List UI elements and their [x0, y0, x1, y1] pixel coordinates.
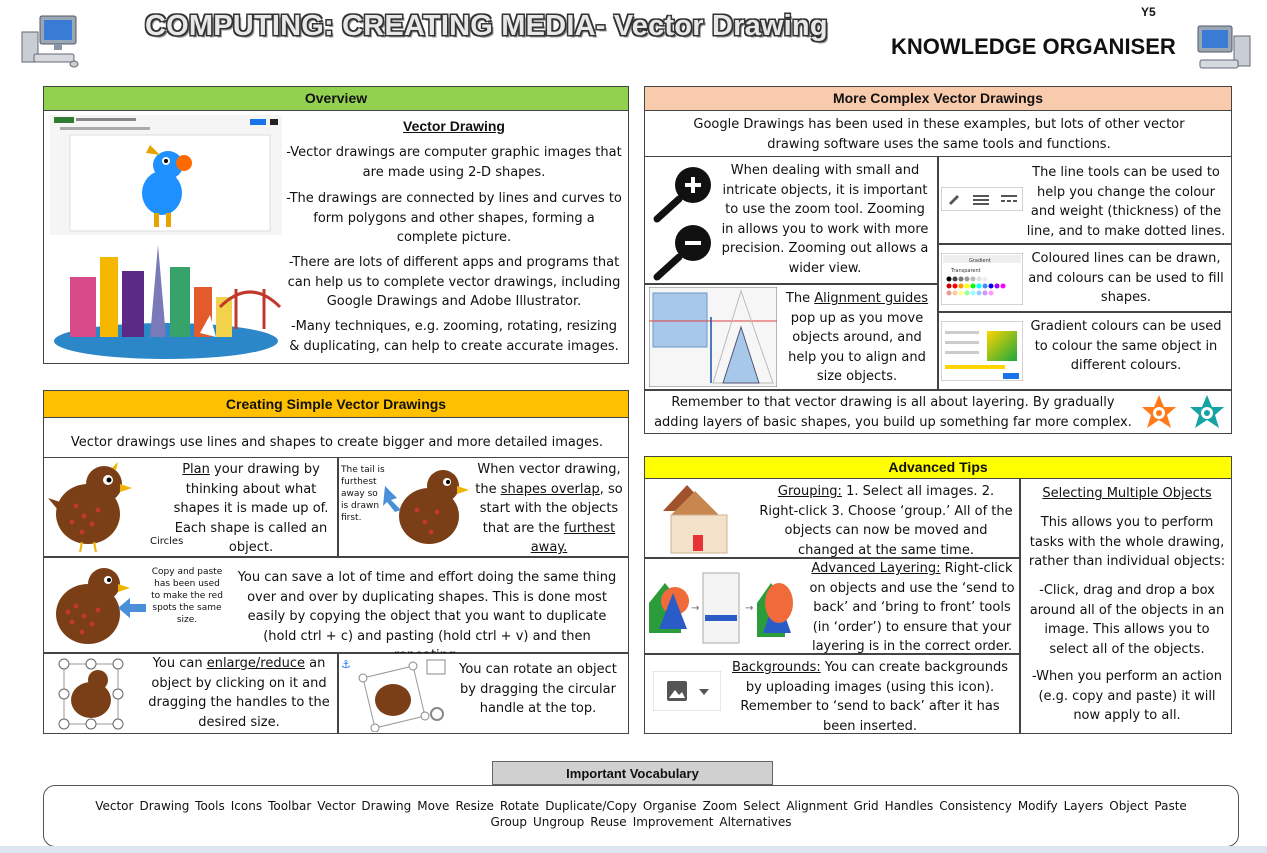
multi-select-para-2: -Click, drag and drop a box around all of the objects in an image. This allows you to select all of the objects. — [1029, 583, 1225, 657]
vocab-word: Select — [743, 799, 781, 813]
line-tools-text: The line tools can be used to help you change the colour and weight (thickness) of the line, and to make dotted lines. — [1026, 165, 1226, 239]
vocab-word: Duplicate/Copy — [545, 799, 637, 813]
overview-para-4: -Many techniques, e.g. zooming, rotating, resizing & duplicating, can help to create accurate images. — [289, 319, 619, 354]
page-subtitle: KNOWLEDGE ORGANISER — [891, 34, 1176, 59]
city-skyline-image — [50, 237, 282, 361]
svg-text:⚓: ⚓ — [341, 658, 351, 671]
line-tools-icon — [941, 187, 1023, 211]
colour-palette-image — [941, 253, 1023, 305]
advanced-heading: Advanced Tips — [645, 457, 1231, 479]
vocab-word: Paste — [1154, 799, 1187, 813]
resize-text: You can enlarge/reduce an object by clicking on it and dragging the handles to the desired size. — [148, 656, 330, 730]
grouping-cell — [644, 478, 1020, 558]
bird-image — [48, 462, 134, 554]
backgrounds-cell — [644, 654, 1020, 734]
vocabulary-line-2 — [43, 815, 1239, 829]
copy-note: Copy and paste has been used to make the red spots the same size. — [151, 567, 223, 625]
vocab-word: Handles — [884, 799, 934, 813]
vocab-word: Modify — [1017, 799, 1058, 813]
svg-text:Transparent: Transparent — [951, 268, 981, 274]
page-title: COMPUTING: CREATING MEDIA- Vector Drawing — [145, 10, 828, 42]
svg-text:→: → — [691, 603, 700, 614]
image-upload-icon — [653, 671, 721, 711]
svg-text:→: → — [745, 603, 754, 614]
vocab-word: Layers — [1063, 799, 1104, 813]
overlap-cell — [338, 457, 629, 557]
gradient-cell — [938, 312, 1232, 390]
overview-subheading: Vector Drawing — [403, 118, 505, 134]
overlap-text: When vector drawing, the shapes overlap, so start with the objects that are the furthest away. — [475, 462, 623, 555]
multi-select-para-1: This allows you to perform tasks with the whole drawing, rather than individual objects: — [1028, 515, 1226, 569]
plan-cell — [43, 457, 338, 557]
zoom-text: When dealing with small and intricate objects, it is important to use the zoom tool. Zooming in allows you to work with more precision. Zooming out allows a wider view. — [721, 163, 929, 276]
backgrounds-text: Backgrounds: You can create backgrounds by uploading images (using this icon). Remember to ‘send to back’ after it has been inserted. — [732, 660, 1008, 734]
arrow-icon — [118, 598, 146, 618]
computer-icon — [18, 14, 82, 70]
vocabulary-heading: Important Vocabulary — [492, 761, 773, 785]
google-drawing-screenshot — [50, 115, 282, 235]
bird-overlap-image — [383, 464, 475, 554]
align-text: The Alignment guides pop up as you move objects around, and help you to align and size objects. — [785, 291, 929, 384]
multi-select-heading: Selecting Multiple Objects — [1042, 486, 1212, 501]
multi-select-cell — [1020, 478, 1232, 734]
align-cell — [644, 284, 938, 390]
zoom-cell — [644, 156, 938, 284]
vocab-word: Toolbar — [268, 799, 312, 813]
colour-cell — [938, 244, 1232, 312]
colour-text: Coloured lines can be drawn, and colours can be used to fill shapes. — [1028, 251, 1224, 305]
svg-text:Gradient: Gradient — [969, 258, 991, 264]
vocab-word: Icons — [230, 799, 263, 813]
overview-heading: Overview — [44, 87, 628, 111]
complex-heading: More Complex Vector Drawings — [645, 87, 1231, 111]
overview-para-2: -The drawings are connected by lines and curves to form polygons and other shapes, forming a complete picture. — [286, 191, 622, 245]
simple-heading: Creating Simple Vector Drawings — [44, 391, 628, 418]
rotate-handles-image — [341, 656, 451, 732]
vocab-word: Consistency — [939, 799, 1012, 813]
circles-label: Circles — [150, 536, 184, 547]
vocab-word: Drawing Tools — [139, 799, 225, 813]
complex-intro: Google Drawings has been used in these examples, but lots of other vector drawing software uses the same tools and functions. — [693, 117, 1185, 152]
vocab-word: Zoom — [702, 799, 738, 813]
duplicate-cell — [43, 557, 629, 653]
vocab-word: Group — [490, 815, 528, 829]
vocab-word: Alignment Grid — [786, 799, 879, 813]
gradient-text: Gradient colours can be used to colour the same object in different colours. — [1030, 319, 1222, 373]
alignment-guides-image — [649, 287, 777, 387]
layering-order-image — [649, 563, 805, 651]
zoom-in-out-icon — [651, 161, 721, 281]
computer-icon-right — [1192, 24, 1256, 76]
duplicate-text: You can save a lot of time and effort doing the same thing over and over by duplicating shapes. This is done most easily by copying the object that you want to duplicate (hold ctrl + c) and pasting (hold ctrl + v) and then — [237, 570, 617, 644]
overview-panel — [43, 86, 629, 364]
bottom-bar — [0, 846, 1267, 853]
plan-text: Plan your drawing by thinking about what shapes it is made up of. Each shape is called an object. — [173, 462, 329, 555]
layering-adv-cell — [644, 558, 1020, 654]
line-tools-cell — [938, 156, 1232, 244]
layering-cell — [644, 390, 1232, 434]
rotate-cell — [338, 653, 629, 734]
mandala-images — [1139, 393, 1229, 433]
vocab-word: Alternatives — [719, 815, 792, 829]
vocab-word: Organise — [642, 799, 697, 813]
resize-cell — [43, 653, 338, 734]
multi-select-para-3: -When you perform an action (e.g. copy and paste) it will now apply to all. — [1031, 669, 1223, 723]
house-layers-image — [659, 481, 735, 557]
gradient-picker-image — [941, 321, 1023, 381]
vocab-word: Ungroup — [533, 815, 585, 829]
vocab-word: Reuse — [590, 815, 627, 829]
vocabulary-line-1 — [43, 799, 1239, 813]
overview-para-1: -Vector drawings are computer graphic images that are made using 2-D shapes. — [286, 145, 622, 180]
vocab-word: Rotate — [499, 799, 540, 813]
vocab-word: Vector — [95, 799, 134, 813]
vocab-word: Improvement — [632, 815, 714, 829]
vocab-word: Resize — [455, 799, 494, 813]
layering-text: Remember to that vector drawing is all about layering. By gradually adding layers of basic shapes, you build up something far more complex. — [654, 395, 1132, 430]
vocab-word: Move — [417, 799, 450, 813]
year-label: Y5 — [1141, 5, 1156, 19]
layering-adv-text: Advanced Layering: Right-click on objects and use the ‘send to back’ and ‘bring to front’ tools (in ‘order’) to ensure that your layering is in the correct order. — [809, 561, 1015, 654]
vocab-word: Object — [1109, 799, 1149, 813]
tail-note: The tail is furthest away so is drawn first. — [341, 465, 385, 523]
grouping-text: Grouping: 1. Select all images. 2. Right-click 3. Choose ‘group.’ All of the objects can now be moved and changed at the same time. — [759, 484, 1013, 558]
simple-intro: Vector drawings use lines and shapes to create bigger and more detailed images. — [70, 435, 604, 450]
rotate-text: You can rotate an object by dragging the circular handle at the top. — [459, 662, 617, 716]
resize-handles-image — [58, 658, 124, 730]
overview-para-3: -There are lots of different apps and programs that can help us to complete vector drawings, including Google Drawings and Adobe Illustrator. — [287, 255, 621, 309]
vocab-word: Vector Drawing — [317, 799, 412, 813]
